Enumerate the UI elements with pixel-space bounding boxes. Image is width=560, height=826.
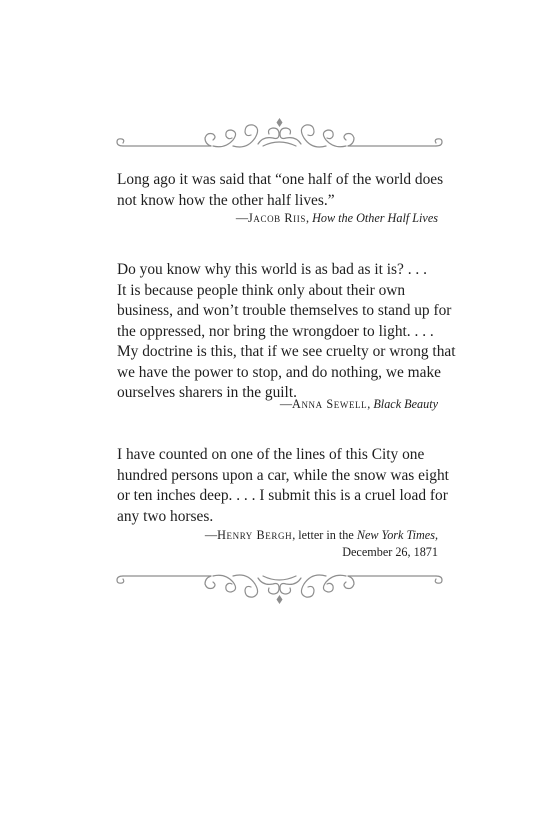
quote-line: not know how the other half lives.” [117, 191, 335, 209]
quote-bergh [117, 445, 449, 527]
scroll-flourish-icon [113, 562, 446, 606]
bottom-ornament [113, 562, 446, 606]
attribution-riis [236, 210, 438, 227]
attribution-work: Black Beauty [373, 397, 438, 411]
attribution-date: December 26, 1871 [342, 545, 438, 559]
attribution-dash: — [204, 528, 218, 542]
quote-riis [117, 170, 444, 211]
quote-line: or ten inches deep. . . . I submit this is a cruel load for [117, 487, 448, 504]
attribution-middle: , letter in the [292, 528, 357, 542]
quote-line: the oppressed, nor bring the wrongdoer to light. . . . [117, 322, 434, 340]
scroll-flourish-icon [113, 116, 446, 160]
attribution-separator: , [367, 397, 374, 411]
attribution-work: How the Other Half Lives [312, 211, 438, 225]
quote-sewell [117, 260, 456, 404]
attribution-author: Henry Bergh [217, 528, 293, 542]
attribution-author: Jacob Riis [248, 211, 306, 225]
quote-line: I have counted on one of the lines of this City one [117, 446, 425, 463]
quote-line: Long ago it was said that “one half of the world does [117, 171, 444, 188]
quote-line: any two horses. [117, 507, 214, 525]
attribution-dash: — [279, 397, 293, 411]
top-ornament [113, 116, 446, 160]
attribution-line-1 [205, 527, 438, 544]
quote-line: ourselves sharers in the guilt. [117, 384, 297, 401]
quote-line: It is because people think only about their own [117, 281, 406, 299]
quote-line: hundred persons upon a car, while the snow was eight [117, 466, 449, 484]
attribution-work: New York Times, [356, 528, 438, 542]
attribution-dash: — [235, 211, 249, 225]
attribution-separator: , [305, 211, 313, 225]
quote-line: business, and won’t trouble themselves to stand up for [117, 302, 452, 319]
quote-line: My doctrine is this, that if we see cruelty or wrong that [117, 343, 456, 360]
quote-line: Do you know why this world is as bad as it is? . . . [117, 261, 427, 278]
quote-line: we have the power to stop, and do nothing, we make [117, 363, 441, 381]
attribution-sewell [280, 396, 438, 413]
attribution-author: Anna Sewell [292, 397, 368, 411]
attribution-bergh [205, 527, 438, 561]
